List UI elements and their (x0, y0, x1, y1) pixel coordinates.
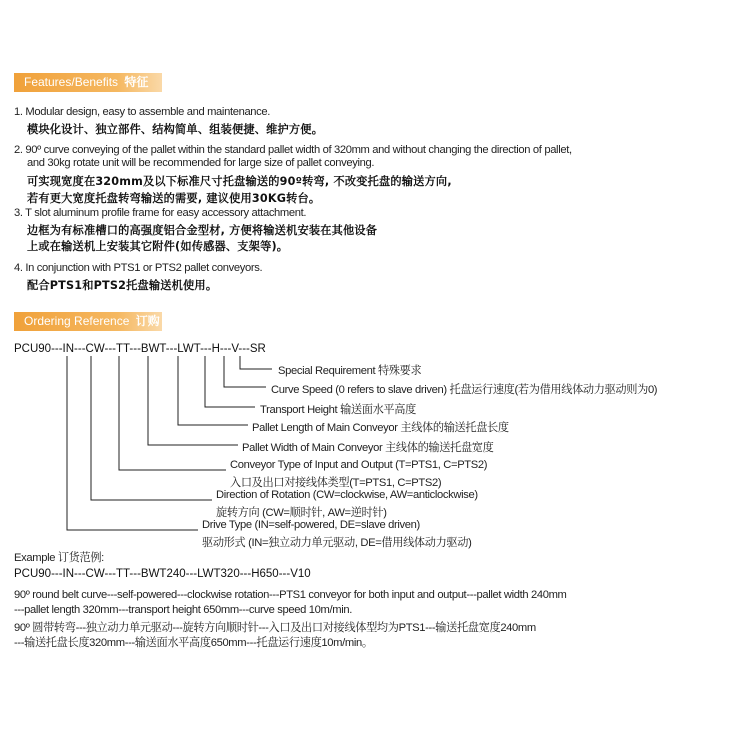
feature-2-cn-b: 若有更大宽度托盘转弯输送的需要, 建议使用30KG转台。 (27, 192, 321, 205)
features-heading-cn: 特征 (124, 75, 149, 89)
ordering-heading-en: Ordering Reference (24, 314, 130, 328)
label-drive-type-en: Drive Type (IN=self-powered, DE=slave driven) (202, 519, 420, 531)
feature-1-cn: 模块化设计、独立部件、结构简单、组装便捷、维护方便。 (27, 123, 324, 136)
order-code-line: PCU90---IN---CW---TT---BWT---LWT---H---V---SR (14, 343, 266, 355)
feature-2-cn-a: 可实现宽度在320mm及以下标准尺寸托盘输送的90º转弯, 不改变托盘的输送方向, (27, 175, 452, 188)
label-conveyor-type-en: Conveyor Type of Input and Output (T=PTS1, C=PTS2) (230, 459, 488, 471)
example-code: PCU90---IN---CW---TT---BWT240---LWT320---H650---V10 (14, 568, 311, 580)
ordering-heading-cn: 订购 (135, 314, 160, 328)
feature-3-cn-a: 边框为有标准槽口的高强度铝合金型材, 方便将输送机安装在其他设备 (27, 224, 378, 237)
label-rotation-en: Direction of Rotation (CW=clockwise, AW=anticlockwise) (216, 489, 478, 501)
label-rotation-cn: 旋转方向 (CW=顺时针, AW=逆时针) (216, 507, 387, 519)
label-transport-height: Transport Height 输送面水平高度 (260, 404, 416, 416)
example-heading: Example 订货范例: (14, 552, 104, 564)
feature-3-cn-b: 上或在输送机上安装其它附件(如传感器、支架等)。 (27, 240, 289, 253)
label-special-requirement: Special Requirement 特殊要求 (278, 365, 422, 377)
label-conveyor-type-cn: 入口及出口对接线体类型(T=PTS1, C=PTS2) (230, 477, 442, 489)
feature-3-en: 3. T slot aluminum profile frame for easy accessory attachment. (14, 207, 307, 219)
label-pallet-width: Pallet Width of Main Conveyor 主线体的输送托盘宽度 (242, 442, 494, 454)
feature-4-cn: 配合PTS1和PTS2托盘输送机使用。 (27, 279, 218, 292)
label-pallet-length: Pallet Length of Main Conveyor 主线体的输送托盘长度 (252, 422, 509, 434)
feature-2-en-a: 2. 90º curve conveying of the pallet within the standard pallet width of 320mm and without changing the direction of pallet, (14, 144, 572, 156)
feature-1-en: 1. Modular design, easy to assemble and maintenance. (14, 106, 271, 118)
label-curve-speed: Curve Speed (0 refers to slave driven) 托盘运行速度(若为借用线体动力驱动则为0) (271, 384, 658, 396)
feature-4-en: 4. In conjunction with PTS1 or PTS2 pallet conveyors. (14, 262, 263, 274)
example-desc-en-a: 90º round belt curve---self-powered---clockwise rotation---PTS1 conveyor for both input and output---pallet width 240mm (14, 589, 567, 601)
features-heading-en: Features/Benefits (24, 75, 119, 89)
example-desc-cn-a: 90º 圆带转弯---独立动力单元驱动---旋转方向顺时针---入口及出口对接线体型均为PTS1---输送托盘宽度240mm (14, 622, 536, 634)
example-desc-en-b: ---pallet length 320mm---transport height 650mm---curve speed 10m/min. (14, 604, 352, 616)
feature-2-en-b: and 30kg rotate unit will be recommended for large size of pallet conveying. (27, 157, 375, 169)
example-desc-cn-b: ---输送托盘长度320mm---输送面水平高度650mm---托盘运行速度10m/min。 (14, 637, 373, 649)
label-drive-type-cn: 驱动形式 (IN=独立动力单元驱动, DE=借用线体动力驱动) (202, 537, 472, 549)
